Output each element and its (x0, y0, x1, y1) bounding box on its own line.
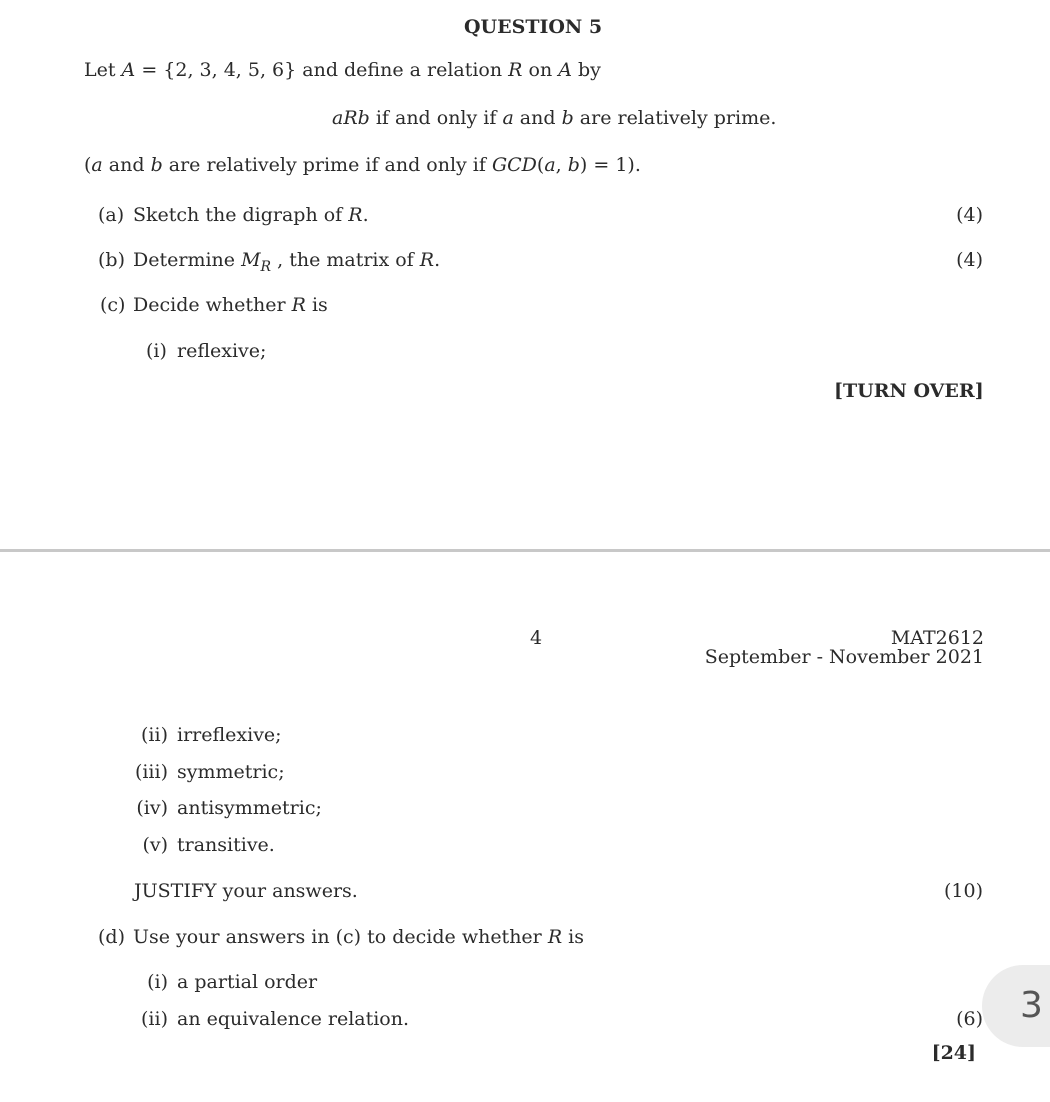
part-d-text: Use your answers in (c) to decide whether R is (133, 926, 584, 948)
part-d-ii-label: (ii) (141, 1008, 168, 1030)
part-d-i-text: a partial order (177, 971, 318, 993)
part-c-iv-label: (iv) (136, 797, 168, 819)
part-c-text: Decide whether R is (133, 294, 328, 316)
part-d-label: (d) (98, 926, 125, 948)
page-indicator-number: 3 (1020, 985, 1043, 1026)
page-divider (0, 549, 1050, 552)
part-c-v-text: transitive. (177, 834, 275, 856)
turn-over: [TURN OVER] (834, 380, 984, 402)
total-marks: [24] (931, 1042, 976, 1064)
relation-definition: aRb if and only if a and b are relatively prime. (332, 107, 777, 129)
intro-line: Let A = {2, 3, 4, 5, 6} and define a relation R on A by (84, 59, 601, 81)
part-a-label: (a) (98, 204, 125, 226)
exam-session: September - November 2021 (704, 646, 984, 668)
part-a-text: Sketch the digraph of R. (133, 204, 369, 226)
part-c-ii-label: (ii) (141, 724, 168, 746)
part-d-i-label: (i) (147, 971, 168, 993)
part-c-label: (c) (100, 294, 126, 316)
part-b-label: (b) (98, 249, 125, 271)
part-c-v-label: (v) (142, 834, 168, 856)
part-c-iii-text: symmetric; (177, 761, 285, 783)
part-c-i-text: reflexive; (177, 340, 267, 362)
course-code: MAT2612 (890, 627, 984, 649)
part-a-marks: (4) (956, 204, 983, 226)
part-c-ii-text: irreflexive; (177, 724, 282, 746)
part-d-marks: (6) (956, 1008, 983, 1030)
part-c-iii-label: (iii) (134, 761, 168, 783)
relatively-prime-note: (a and b are relatively prime if and only if GCD(a, b) = 1). (84, 154, 641, 176)
part-b-text: Determine $M_R$ , the matrix of R. (133, 249, 441, 275)
page-indicator-button[interactable] (982, 965, 1050, 1047)
justify-instruction: JUSTIFY your answers. (134, 880, 358, 902)
part-c-iv-text: antisymmetric; (177, 797, 322, 819)
part-c-marks: (10) (943, 880, 983, 902)
part-d-ii-text: an equivalence relation. (177, 1008, 410, 1030)
page-number: 4 (530, 627, 543, 649)
part-c-i-label: (i) (146, 340, 167, 362)
question-heading: QUESTION 5 (464, 16, 603, 38)
part-b-marks: (4) (956, 249, 983, 271)
